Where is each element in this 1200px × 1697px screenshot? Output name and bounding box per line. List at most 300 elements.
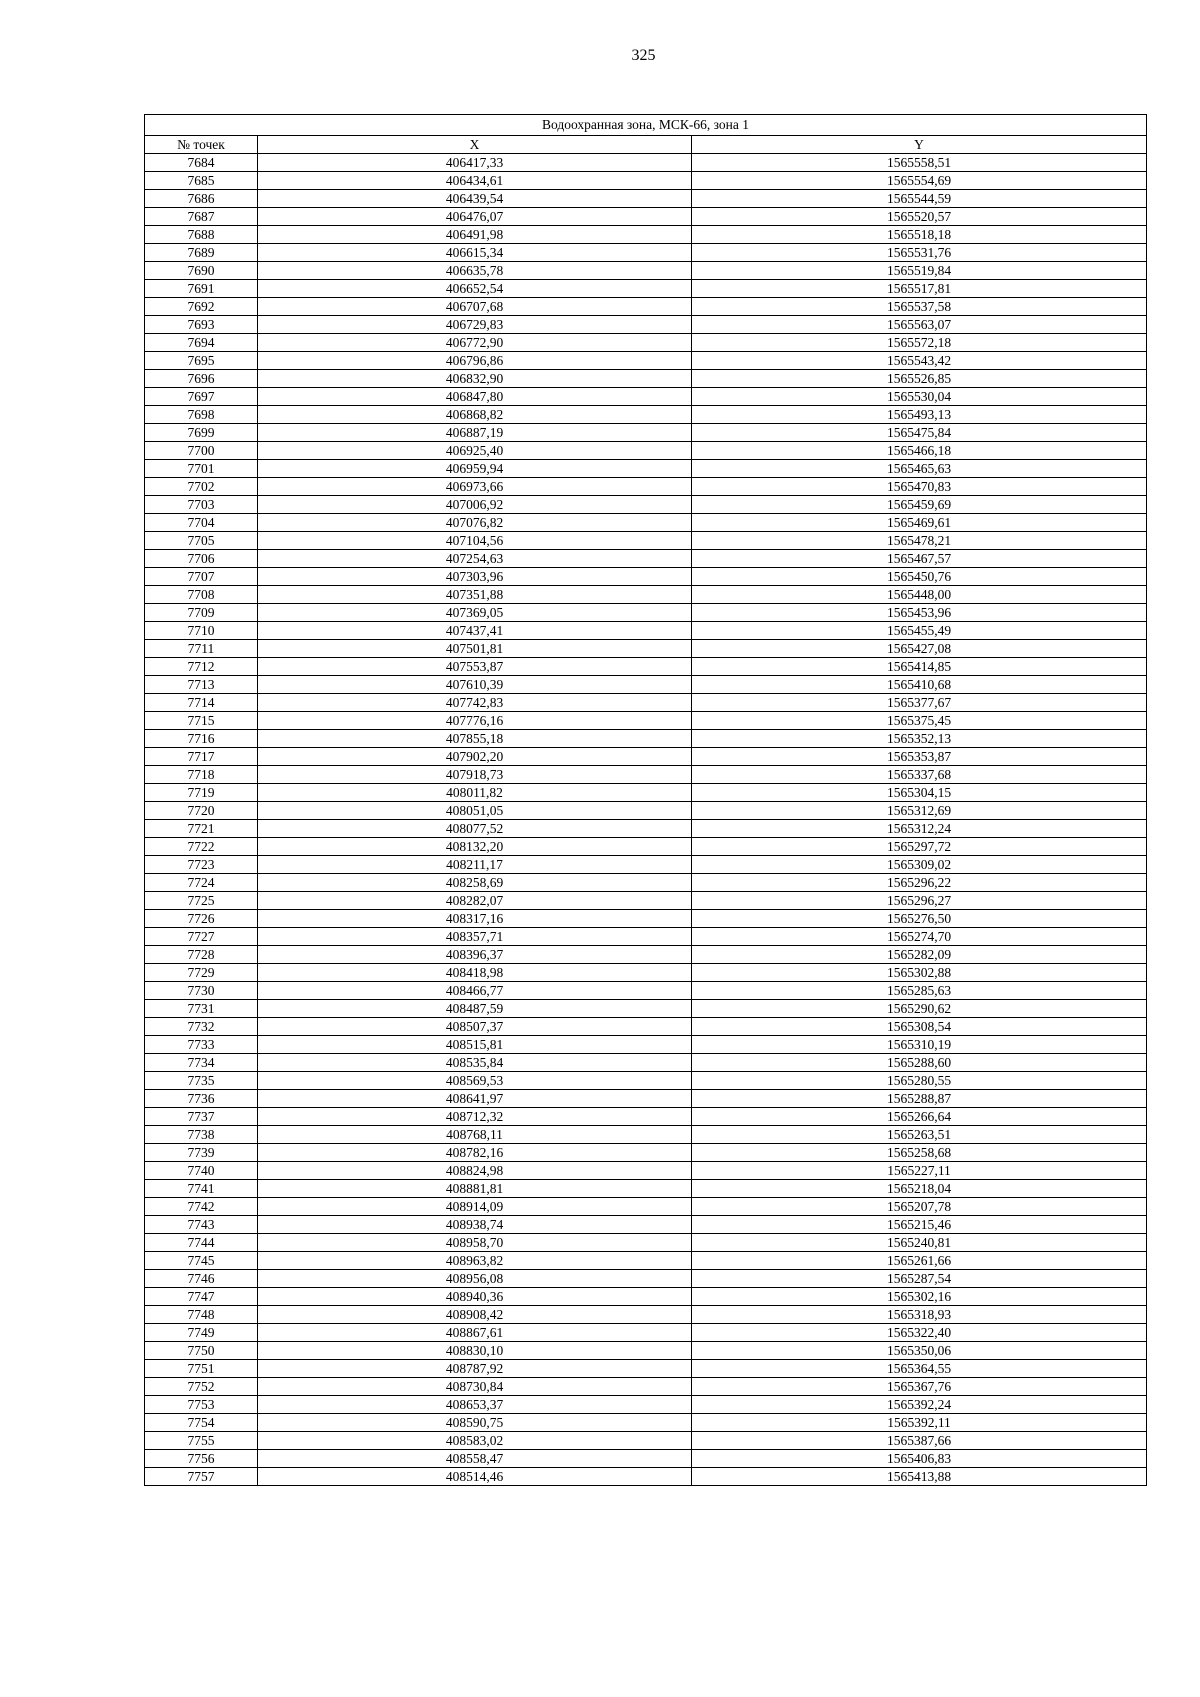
cell-x: 408958,70 bbox=[258, 1234, 692, 1252]
table-row bbox=[145, 856, 1147, 874]
table-row bbox=[145, 1342, 1147, 1360]
table-row bbox=[145, 1450, 1147, 1468]
table-row bbox=[145, 748, 1147, 766]
cell-point-number: 7748 bbox=[145, 1306, 258, 1324]
cell-y: 1565297,72 bbox=[692, 838, 1147, 856]
cell-y: 1565467,57 bbox=[692, 550, 1147, 568]
header-y: Y bbox=[692, 136, 1147, 154]
cell-point-number: 7743 bbox=[145, 1216, 258, 1234]
cell-x: 406772,90 bbox=[258, 334, 692, 352]
table-row bbox=[145, 1252, 1147, 1270]
cell-point-number: 7693 bbox=[145, 316, 258, 334]
cell-y: 1565450,76 bbox=[692, 568, 1147, 586]
table-row bbox=[145, 388, 1147, 406]
table-row bbox=[145, 1000, 1147, 1018]
table-row bbox=[145, 1018, 1147, 1036]
cell-y: 1565296,27 bbox=[692, 892, 1147, 910]
cell-point-number: 7720 bbox=[145, 802, 258, 820]
cell-point-number: 7692 bbox=[145, 298, 258, 316]
cell-point-number: 7687 bbox=[145, 208, 258, 226]
cell-x: 406434,61 bbox=[258, 172, 692, 190]
table-row bbox=[145, 244, 1147, 262]
cell-point-number: 7753 bbox=[145, 1396, 258, 1414]
table-row bbox=[145, 460, 1147, 478]
cell-x: 406615,34 bbox=[258, 244, 692, 262]
cell-x: 408590,75 bbox=[258, 1414, 692, 1432]
table-row bbox=[145, 550, 1147, 568]
cell-y: 1565459,69 bbox=[692, 496, 1147, 514]
cell-x: 408515,81 bbox=[258, 1036, 692, 1054]
cell-point-number: 7702 bbox=[145, 478, 258, 496]
cell-x: 408569,53 bbox=[258, 1072, 692, 1090]
table-row bbox=[145, 676, 1147, 694]
table-row bbox=[145, 910, 1147, 928]
cell-x: 408963,82 bbox=[258, 1252, 692, 1270]
cell-y: 1565227,11 bbox=[692, 1162, 1147, 1180]
cell-y: 1565543,42 bbox=[692, 352, 1147, 370]
cell-point-number: 7745 bbox=[145, 1252, 258, 1270]
cell-y: 1565544,59 bbox=[692, 190, 1147, 208]
cell-y: 1565364,55 bbox=[692, 1360, 1147, 1378]
cell-x: 407351,88 bbox=[258, 586, 692, 604]
cell-point-number: 7751 bbox=[145, 1360, 258, 1378]
cell-x: 408211,17 bbox=[258, 856, 692, 874]
table-row bbox=[145, 766, 1147, 784]
table-row bbox=[145, 334, 1147, 352]
header-x: X bbox=[258, 136, 692, 154]
cell-point-number: 7699 bbox=[145, 424, 258, 442]
cell-point-number: 7733 bbox=[145, 1036, 258, 1054]
cell-point-number: 7701 bbox=[145, 460, 258, 478]
cell-point-number: 7747 bbox=[145, 1288, 258, 1306]
cell-point-number: 7710 bbox=[145, 622, 258, 640]
cell-x: 408914,09 bbox=[258, 1198, 692, 1216]
table-row bbox=[145, 1234, 1147, 1252]
cell-y: 1565296,22 bbox=[692, 874, 1147, 892]
cell-x: 407855,18 bbox=[258, 730, 692, 748]
cell-y: 1565302,88 bbox=[692, 964, 1147, 982]
cell-y: 1565290,62 bbox=[692, 1000, 1147, 1018]
cell-y: 1565518,18 bbox=[692, 226, 1147, 244]
cell-y: 1565470,83 bbox=[692, 478, 1147, 496]
table-caption: Водоохранная зона, МСК-66, зона 1 bbox=[145, 115, 1147, 136]
table-row bbox=[145, 442, 1147, 460]
cell-y: 1565266,64 bbox=[692, 1108, 1147, 1126]
cell-y: 1565312,69 bbox=[692, 802, 1147, 820]
cell-x: 408653,37 bbox=[258, 1396, 692, 1414]
table-header-row bbox=[145, 136, 1147, 154]
cell-x: 408583,02 bbox=[258, 1432, 692, 1450]
cell-y: 1565337,68 bbox=[692, 766, 1147, 784]
table-row bbox=[145, 190, 1147, 208]
cell-x: 407501,81 bbox=[258, 640, 692, 658]
cell-x: 406959,94 bbox=[258, 460, 692, 478]
table-row bbox=[145, 586, 1147, 604]
table-row bbox=[145, 964, 1147, 982]
table-row bbox=[145, 370, 1147, 388]
cell-point-number: 7711 bbox=[145, 640, 258, 658]
cell-y: 1565493,13 bbox=[692, 406, 1147, 424]
cell-point-number: 7718 bbox=[145, 766, 258, 784]
cell-point-number: 7731 bbox=[145, 1000, 258, 1018]
table-row bbox=[145, 874, 1147, 892]
cell-x: 408956,08 bbox=[258, 1270, 692, 1288]
table-row bbox=[145, 262, 1147, 280]
cell-x: 408514,46 bbox=[258, 1468, 692, 1486]
table-row bbox=[145, 1432, 1147, 1450]
cell-point-number: 7734 bbox=[145, 1054, 258, 1072]
cell-x: 407006,92 bbox=[258, 496, 692, 514]
cell-point-number: 7698 bbox=[145, 406, 258, 424]
cell-x: 408466,77 bbox=[258, 982, 692, 1000]
cell-y: 1565263,51 bbox=[692, 1126, 1147, 1144]
table-row bbox=[145, 406, 1147, 424]
cell-point-number: 7685 bbox=[145, 172, 258, 190]
cell-point-number: 7700 bbox=[145, 442, 258, 460]
cell-point-number: 7732 bbox=[145, 1018, 258, 1036]
cell-y: 1565410,68 bbox=[692, 676, 1147, 694]
table-row bbox=[145, 1198, 1147, 1216]
cell-x: 407553,87 bbox=[258, 658, 692, 676]
cell-x: 408011,82 bbox=[258, 784, 692, 802]
cell-point-number: 7690 bbox=[145, 262, 258, 280]
cell-point-number: 7750 bbox=[145, 1342, 258, 1360]
cell-point-number: 7735 bbox=[145, 1072, 258, 1090]
cell-point-number: 7754 bbox=[145, 1414, 258, 1432]
table-caption-row bbox=[145, 115, 1147, 136]
table-row bbox=[145, 298, 1147, 316]
cell-x: 408730,84 bbox=[258, 1378, 692, 1396]
cell-point-number: 7717 bbox=[145, 748, 258, 766]
cell-y: 1565258,68 bbox=[692, 1144, 1147, 1162]
cell-point-number: 7752 bbox=[145, 1378, 258, 1396]
cell-x: 406973,66 bbox=[258, 478, 692, 496]
cell-y: 1565282,09 bbox=[692, 946, 1147, 964]
cell-y: 1565240,81 bbox=[692, 1234, 1147, 1252]
cell-y: 1565309,02 bbox=[692, 856, 1147, 874]
cell-x: 407610,39 bbox=[258, 676, 692, 694]
cell-y: 1565308,54 bbox=[692, 1018, 1147, 1036]
cell-y: 1565350,06 bbox=[692, 1342, 1147, 1360]
cell-x: 406729,83 bbox=[258, 316, 692, 334]
cell-point-number: 7738 bbox=[145, 1126, 258, 1144]
cell-point-number: 7746 bbox=[145, 1270, 258, 1288]
cell-y: 1565352,13 bbox=[692, 730, 1147, 748]
cell-x: 406439,54 bbox=[258, 190, 692, 208]
cell-y: 1565375,45 bbox=[692, 712, 1147, 730]
cell-point-number: 7709 bbox=[145, 604, 258, 622]
cell-y: 1565558,51 bbox=[692, 154, 1147, 172]
cell-point-number: 7712 bbox=[145, 658, 258, 676]
table-row bbox=[145, 1180, 1147, 1198]
cell-point-number: 7695 bbox=[145, 352, 258, 370]
cell-y: 1565478,21 bbox=[692, 532, 1147, 550]
cell-point-number: 7703 bbox=[145, 496, 258, 514]
cell-x: 408051,05 bbox=[258, 802, 692, 820]
table-row bbox=[145, 1378, 1147, 1396]
cell-x: 406796,86 bbox=[258, 352, 692, 370]
table-row bbox=[145, 622, 1147, 640]
cell-y: 1565520,57 bbox=[692, 208, 1147, 226]
cell-y: 1565287,54 bbox=[692, 1270, 1147, 1288]
cell-x: 406925,40 bbox=[258, 442, 692, 460]
cell-x: 407254,63 bbox=[258, 550, 692, 568]
table-row bbox=[145, 1036, 1147, 1054]
cell-point-number: 7696 bbox=[145, 370, 258, 388]
cell-x: 407369,05 bbox=[258, 604, 692, 622]
cell-y: 1565274,70 bbox=[692, 928, 1147, 946]
cell-point-number: 7706 bbox=[145, 550, 258, 568]
table-row bbox=[145, 1054, 1147, 1072]
cell-x: 406491,98 bbox=[258, 226, 692, 244]
cell-y: 1565322,40 bbox=[692, 1324, 1147, 1342]
cell-y: 1565392,11 bbox=[692, 1414, 1147, 1432]
table-row bbox=[145, 208, 1147, 226]
cell-y: 1565207,78 bbox=[692, 1198, 1147, 1216]
cell-point-number: 7716 bbox=[145, 730, 258, 748]
cell-x: 406652,54 bbox=[258, 280, 692, 298]
cell-point-number: 7684 bbox=[145, 154, 258, 172]
table-row bbox=[145, 1144, 1147, 1162]
table-row bbox=[145, 1162, 1147, 1180]
cell-y: 1565288,60 bbox=[692, 1054, 1147, 1072]
cell-y: 1565387,66 bbox=[692, 1432, 1147, 1450]
cell-y: 1565280,55 bbox=[692, 1072, 1147, 1090]
cell-x: 408507,37 bbox=[258, 1018, 692, 1036]
cell-point-number: 7722 bbox=[145, 838, 258, 856]
cell-x: 408077,52 bbox=[258, 820, 692, 838]
cell-x: 408317,16 bbox=[258, 910, 692, 928]
cell-point-number: 7736 bbox=[145, 1090, 258, 1108]
table-row bbox=[145, 1306, 1147, 1324]
table-row bbox=[145, 1414, 1147, 1432]
cell-point-number: 7744 bbox=[145, 1234, 258, 1252]
table-row bbox=[145, 172, 1147, 190]
cell-y: 1565215,46 bbox=[692, 1216, 1147, 1234]
cell-y: 1565285,63 bbox=[692, 982, 1147, 1000]
cell-x: 408418,98 bbox=[258, 964, 692, 982]
table-row bbox=[145, 1270, 1147, 1288]
cell-x: 407076,82 bbox=[258, 514, 692, 532]
cell-x: 408940,36 bbox=[258, 1288, 692, 1306]
cell-y: 1565563,07 bbox=[692, 316, 1147, 334]
header-point-number: № точек bbox=[145, 136, 258, 154]
cell-point-number: 7728 bbox=[145, 946, 258, 964]
cell-y: 1565466,18 bbox=[692, 442, 1147, 460]
cell-point-number: 7742 bbox=[145, 1198, 258, 1216]
cell-y: 1565318,93 bbox=[692, 1306, 1147, 1324]
table-row bbox=[145, 838, 1147, 856]
table-row bbox=[145, 928, 1147, 946]
cell-x: 407776,16 bbox=[258, 712, 692, 730]
cell-y: 1565218,04 bbox=[692, 1180, 1147, 1198]
cell-point-number: 7723 bbox=[145, 856, 258, 874]
cell-point-number: 7727 bbox=[145, 928, 258, 946]
table-row bbox=[145, 730, 1147, 748]
table-row bbox=[145, 1072, 1147, 1090]
cell-y: 1565469,61 bbox=[692, 514, 1147, 532]
table-row bbox=[145, 424, 1147, 442]
table-row bbox=[145, 1108, 1147, 1126]
table-row bbox=[145, 1090, 1147, 1108]
cell-point-number: 7686 bbox=[145, 190, 258, 208]
cell-x: 406707,68 bbox=[258, 298, 692, 316]
cell-x: 408535,84 bbox=[258, 1054, 692, 1072]
cell-x: 408824,98 bbox=[258, 1162, 692, 1180]
table-row bbox=[145, 1324, 1147, 1342]
cell-x: 407104,56 bbox=[258, 532, 692, 550]
cell-y: 1565377,67 bbox=[692, 694, 1147, 712]
cell-point-number: 7725 bbox=[145, 892, 258, 910]
cell-y: 1565453,96 bbox=[692, 604, 1147, 622]
cell-point-number: 7756 bbox=[145, 1450, 258, 1468]
cell-y: 1565413,88 bbox=[692, 1468, 1147, 1486]
cell-y: 1565530,04 bbox=[692, 388, 1147, 406]
table-row bbox=[145, 982, 1147, 1000]
table-row bbox=[145, 280, 1147, 298]
table-row bbox=[145, 1126, 1147, 1144]
table-row bbox=[145, 1288, 1147, 1306]
cell-point-number: 7741 bbox=[145, 1180, 258, 1198]
cell-x: 408881,81 bbox=[258, 1180, 692, 1198]
cell-point-number: 7708 bbox=[145, 586, 258, 604]
cell-y: 1565554,69 bbox=[692, 172, 1147, 190]
table-row bbox=[145, 568, 1147, 586]
cell-x: 406832,90 bbox=[258, 370, 692, 388]
cell-x: 407303,96 bbox=[258, 568, 692, 586]
table-row bbox=[145, 712, 1147, 730]
table-row bbox=[145, 1468, 1147, 1486]
cell-point-number: 7714 bbox=[145, 694, 258, 712]
table-row bbox=[145, 226, 1147, 244]
cell-point-number: 7730 bbox=[145, 982, 258, 1000]
cell-x: 406635,78 bbox=[258, 262, 692, 280]
cell-point-number: 7705 bbox=[145, 532, 258, 550]
cell-point-number: 7729 bbox=[145, 964, 258, 982]
cell-x: 406847,80 bbox=[258, 388, 692, 406]
table-row bbox=[145, 352, 1147, 370]
table-row bbox=[145, 478, 1147, 496]
cell-x: 406887,19 bbox=[258, 424, 692, 442]
cell-y: 1565304,15 bbox=[692, 784, 1147, 802]
cell-y: 1565427,08 bbox=[692, 640, 1147, 658]
cell-x: 408487,59 bbox=[258, 1000, 692, 1018]
cell-x: 406417,33 bbox=[258, 154, 692, 172]
cell-point-number: 7740 bbox=[145, 1162, 258, 1180]
cell-y: 1565406,83 bbox=[692, 1450, 1147, 1468]
cell-point-number: 7721 bbox=[145, 820, 258, 838]
cell-x: 407918,73 bbox=[258, 766, 692, 784]
table-row bbox=[145, 892, 1147, 910]
table-row bbox=[145, 316, 1147, 334]
cell-x: 408712,32 bbox=[258, 1108, 692, 1126]
cell-y: 1565455,49 bbox=[692, 622, 1147, 640]
cell-x: 408768,11 bbox=[258, 1126, 692, 1144]
table-row bbox=[145, 784, 1147, 802]
cell-x: 406476,07 bbox=[258, 208, 692, 226]
cell-y: 1565276,50 bbox=[692, 910, 1147, 928]
cell-point-number: 7737 bbox=[145, 1108, 258, 1126]
cell-point-number: 7719 bbox=[145, 784, 258, 802]
cell-y: 1565302,16 bbox=[692, 1288, 1147, 1306]
cell-point-number: 7697 bbox=[145, 388, 258, 406]
cell-y: 1565312,24 bbox=[692, 820, 1147, 838]
cell-x: 408830,10 bbox=[258, 1342, 692, 1360]
cell-y: 1565310,19 bbox=[692, 1036, 1147, 1054]
cell-y: 1565519,84 bbox=[692, 262, 1147, 280]
cell-y: 1565353,87 bbox=[692, 748, 1147, 766]
cell-x: 406868,82 bbox=[258, 406, 692, 424]
cell-point-number: 7749 bbox=[145, 1324, 258, 1342]
cell-point-number: 7689 bbox=[145, 244, 258, 262]
cell-point-number: 7755 bbox=[145, 1432, 258, 1450]
cell-x: 408282,07 bbox=[258, 892, 692, 910]
cell-x: 407742,83 bbox=[258, 694, 692, 712]
cell-y: 1565448,00 bbox=[692, 586, 1147, 604]
cell-x: 408867,61 bbox=[258, 1324, 692, 1342]
table-body bbox=[145, 115, 1147, 1486]
cell-y: 1565531,76 bbox=[692, 244, 1147, 262]
cell-x: 408132,20 bbox=[258, 838, 692, 856]
cell-y: 1565367,76 bbox=[692, 1378, 1147, 1396]
cell-point-number: 7724 bbox=[145, 874, 258, 892]
table-row bbox=[145, 802, 1147, 820]
cell-point-number: 7726 bbox=[145, 910, 258, 928]
cell-x: 407437,41 bbox=[258, 622, 692, 640]
table-row bbox=[145, 820, 1147, 838]
cell-point-number: 7757 bbox=[145, 1468, 258, 1486]
table-row bbox=[145, 1360, 1147, 1378]
cell-point-number: 7739 bbox=[145, 1144, 258, 1162]
cell-x: 407902,20 bbox=[258, 748, 692, 766]
cell-y: 1565261,66 bbox=[692, 1252, 1147, 1270]
table-row bbox=[145, 514, 1147, 532]
table-row bbox=[145, 154, 1147, 172]
cell-x: 408938,74 bbox=[258, 1216, 692, 1234]
cell-y: 1565475,84 bbox=[692, 424, 1147, 442]
cell-y: 1565537,58 bbox=[692, 298, 1147, 316]
cell-x: 408258,69 bbox=[258, 874, 692, 892]
page-number: 325 bbox=[631, 47, 656, 64]
cell-point-number: 7704 bbox=[145, 514, 258, 532]
table-row bbox=[145, 604, 1147, 622]
cell-point-number: 7707 bbox=[145, 568, 258, 586]
table-row bbox=[145, 694, 1147, 712]
cell-y: 1565572,18 bbox=[692, 334, 1147, 352]
cell-y: 1565526,85 bbox=[692, 370, 1147, 388]
cell-y: 1565465,63 bbox=[692, 460, 1147, 478]
cell-y: 1565392,24 bbox=[692, 1396, 1147, 1414]
cell-y: 1565517,81 bbox=[692, 280, 1147, 298]
cell-point-number: 7688 bbox=[145, 226, 258, 244]
cell-y: 1565288,87 bbox=[692, 1090, 1147, 1108]
cell-x: 408396,37 bbox=[258, 946, 692, 964]
cell-y: 1565414,85 bbox=[692, 658, 1147, 676]
table-row bbox=[145, 496, 1147, 514]
table-row bbox=[145, 640, 1147, 658]
cell-point-number: 7713 bbox=[145, 676, 258, 694]
cell-point-number: 7715 bbox=[145, 712, 258, 730]
cell-x: 408357,71 bbox=[258, 928, 692, 946]
coordinates-table bbox=[144, 114, 1147, 1486]
table-row bbox=[145, 1216, 1147, 1234]
cell-x: 408558,47 bbox=[258, 1450, 692, 1468]
cell-point-number: 7691 bbox=[145, 280, 258, 298]
table-row bbox=[145, 658, 1147, 676]
table-row bbox=[145, 946, 1147, 964]
cell-x: 408641,97 bbox=[258, 1090, 692, 1108]
table-row bbox=[145, 532, 1147, 550]
